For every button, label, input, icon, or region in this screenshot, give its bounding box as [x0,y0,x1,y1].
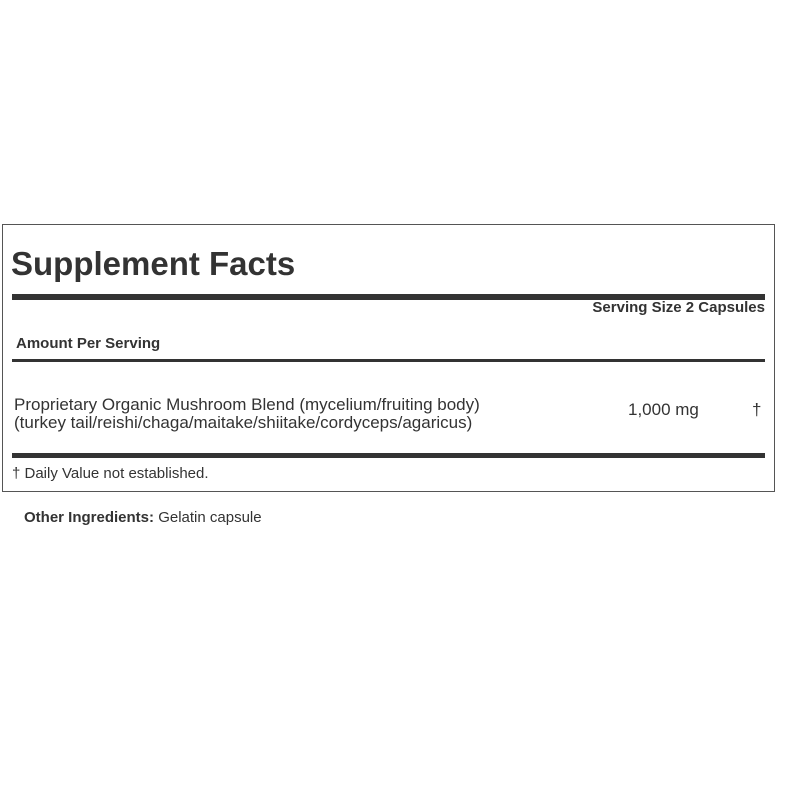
ingredient-name: Proprietary Organic Mushroom Blend (mycelium/fruiting body)(turkey tail/reishi/chaga/maitake/shiitake/cordyceps/agaricus) [14,395,480,432]
other-ingredients [24,509,262,526]
amount-per-serving-heading: Amount Per Serving [16,335,161,352]
panel-title: Supplement Facts [11,245,296,282]
serving-size: Serving Size 2 Capsules [592,299,765,316]
ingredient-daily-value: † [752,400,762,419]
daily-value-footnote: † Daily Value not established. [12,465,209,482]
other-ingredients-label: Other Ingredients: [24,509,155,526]
other-ingredients-value: Gelatin capsule [158,509,262,526]
ingredient-amount: 1,000 mg [628,400,699,419]
header-divider [12,359,765,362]
footer-divider [12,453,765,458]
